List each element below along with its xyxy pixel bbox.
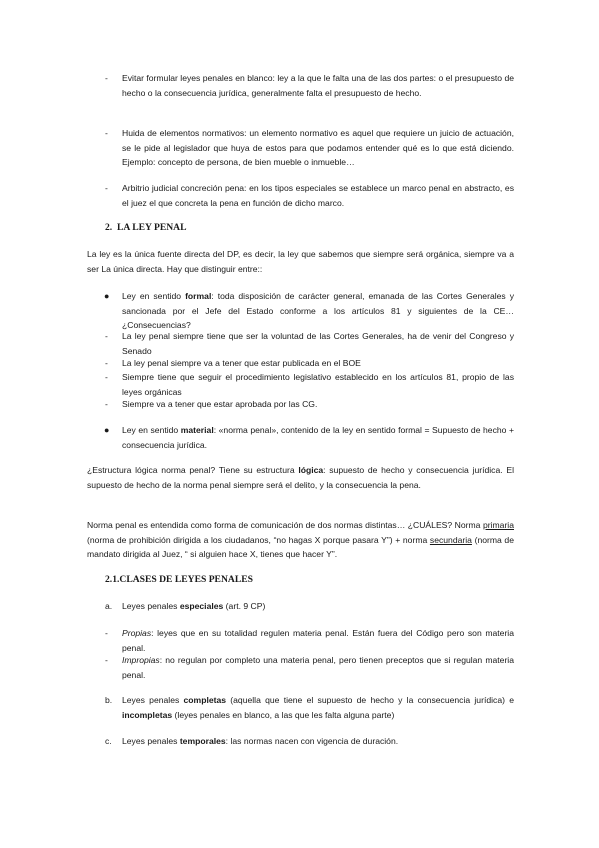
section-number: 2.1. [105, 574, 120, 585]
bullet-marker: ● [104, 291, 110, 301]
term-especiales: especiales [179, 601, 224, 611]
list-item-leyes-en-blanco: Evitar formular leyes penales en blanco: ley a la que le falta una de las dos partes: o el presupuesto de hecho o la consecuencia jurídica, generalmente falta el presupuesto de hecho. [122, 73, 514, 98]
dash-marker: - [105, 73, 108, 83]
term-logica: lógica [298, 465, 324, 475]
term-temporales: temporales [179, 736, 226, 746]
section-heading-ley-penal [105, 221, 186, 235]
paragraph-norma-penal: Norma penal es entendida como forma de comunicación de dos normas distintas… ¿CUÁLES? Norma primaria (norma de prohibición dirigida a los ciudadanos, “no hagas X porque pasara Y”) + norma secundaria (norma de mandato dirigida al Juez, “ si alguien hace X, tienes que hacer Y”. [87, 520, 514, 560]
letter-marker-c: c. [105, 736, 112, 746]
paragraph-ley-intro: La ley es la única fuente directa del DP, es decir, la ley que sabemos que siempre será orgánica, siempre va a ser La única directa. Hay que distinguir entre:: [87, 249, 514, 274]
dash-marker: - [105, 655, 108, 665]
list-item-publicada-boe: La ley penal siempre va a tener que estar publicada en el BOE [122, 358, 361, 368]
letter-marker-b: b. [105, 695, 113, 705]
dash-marker: - [105, 628, 108, 638]
list-item-completas: Leyes penales completas (aquella que tiene el supuesto de hecho y la consecuencia jurídica) e incompletas (leyes penales en blanco, a las que les falta alguna parte) [122, 695, 514, 720]
term-material: material [180, 425, 214, 435]
dash-marker: - [105, 183, 108, 193]
dash-marker: - [105, 128, 108, 138]
section-heading-clases [105, 573, 253, 587]
section-title: LA LEY PENAL [117, 222, 187, 233]
list-item-propias: Propias: leyes que en su totalidad regulen materia penal. Están fuera del Código pero son materia penal. [122, 628, 514, 653]
term-incompletas: incompletas [122, 709, 173, 720]
dash-marker: - [105, 331, 108, 341]
term-propias: Propias [122, 628, 152, 638]
list-item-ley-formal: Ley en sentido formal: toda disposición de carácter general, emanada de las Cortes Generales y sancionada por el Jefe del Estado conforme a los artículos 81 y siguientes de la CE…¿Consecuencias? [122, 291, 514, 331]
list-item-temporales: Leyes penales temporales: las normas nacen con vigencia de duración. [122, 736, 399, 746]
paragraph-estructura: ¿Estructura lógica norma penal? Tiene su estructura lógica: supuesto de hecho y consecuencia jurídica. El supuesto de hecho de la norma penal siempre será el delito, y la consecuencia la pena. [87, 465, 514, 490]
list-item-arbitrio-judicial: Arbitrio judicial concreción pena: en los tipos especiales se establece un marco penal en abstracto, es el juez el que concreta la pena en función de dicho marco. [122, 183, 514, 208]
section-title: CLASES DE LEYES PENALES [119, 574, 253, 585]
list-item-aprobada-cg: Siempre va a tener que estar aprobada por las CG. [122, 399, 318, 409]
term-impropias: Impropias [122, 655, 160, 665]
term-formal: formal [185, 291, 212, 301]
dash-marker: - [105, 372, 108, 382]
list-item-procedimiento-legislativo: Siempre tiene que seguir el procedimiento legislativo establecido en los artículos 81, propio de las leyes orgánicas [122, 372, 514, 397]
bullet-marker: ● [104, 425, 110, 435]
dash-marker: - [105, 399, 108, 409]
dash-marker: - [105, 358, 108, 368]
section-number: 2. [105, 222, 113, 233]
letter-marker-a: a. [105, 601, 113, 611]
term-completas: completas [183, 695, 227, 705]
list-item-especiales: Leyes penales especiales (art. 9 CP) [122, 601, 266, 611]
term-primaria: primaria [482, 520, 514, 530]
list-item-ley-material: Ley en sentido material: «norma penal», contenido de la ley en sentido formal = Supuesto de hecho + consecuencia jurídica. [122, 425, 514, 450]
list-item-voluntad-cortes: La ley penal siempre tiene que ser la voluntad de las Cortes Generales, ha de venir del Congreso y Senado [122, 331, 514, 356]
term-secundaria: secundaria [429, 534, 472, 545]
list-item-elementos-normativos: Huida de elementos normativos: un elemento normativo es aquel que requiere un juicio de actuación, se le pide al legislador que huya de estos para que podamos entender qué es lo que está diciendo. Ejemplo: concepto de persona, de bien mueble o inmueble… [122, 128, 514, 168]
list-item-impropias: Impropias: no regulan por completo una materia penal, pero tienen preceptos que si regulan materia penal. [122, 655, 514, 680]
